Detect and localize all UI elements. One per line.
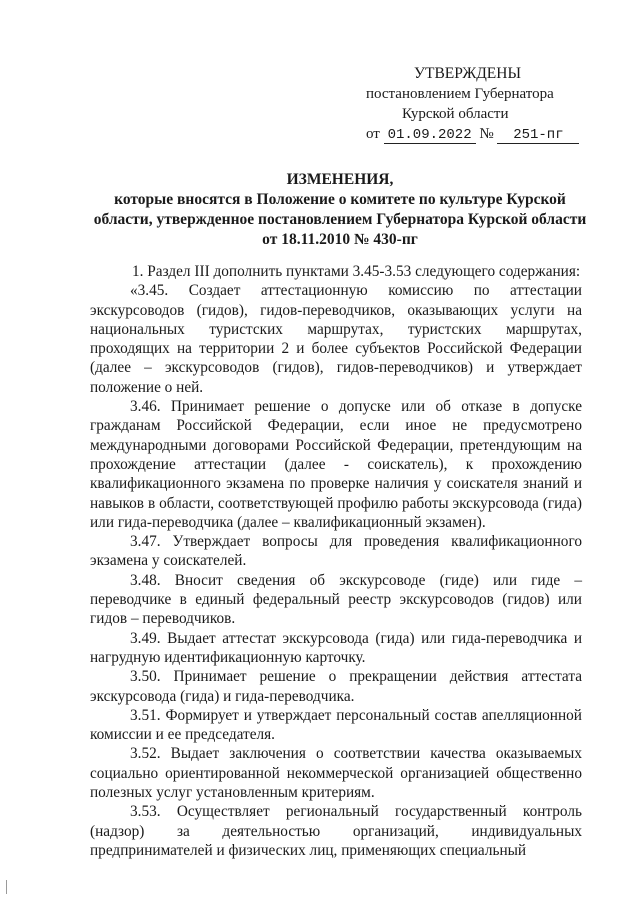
approval-date-line (366, 124, 606, 144)
paragraph-3-47: 3.47. Утверждает вопросы для проведения квалификационного экзамена у соискателей. (90, 533, 582, 570)
scan-margin-mark (6, 880, 7, 894)
paragraph-3-51: 3.51. Формирует и утверждает персональный состав апелляционной комиссии и ее председателя. (90, 706, 582, 744)
paragraph-3-49: 3.49. Выдает аттестат экскурсовода (гида) или гида-переводчика и нагрудную идентификационную карточку. (90, 629, 582, 666)
approval-stamp (366, 64, 606, 144)
paragraph-3-46: 3.46. Принимает решение о допуске или об отказе в допуске гражданам Российской Федерации, если иное не предусмотрено международными договорами Российской Федерации, претендующим на прохождение аттестации (далее - соискатель), к прохождению квалификационного экзамена по проверке наличия у соискателя знаний и навыков в области, соответствующей профилю работы экскурсовода (гида) или гида-переводчика (далее – квалификационный экзамен). (90, 398, 582, 531)
paragraph-3-45: «3.45. Создает аттестационную комиссию по аттестации экскурсоводов (гидов), гидов-переводчиков, оказывающих услуги на национальных туристских маршрутах, туристских маршрутах, проходящих на территории 2 и более субъектов Российской Федерации (далее – экскурсоводов (гидов), гидов-переводчиков) и утверждает положение о ней. (90, 282, 582, 396)
title-subtitle: которые вносятся в Положение о комитете по культуре Курской области, утвержденное постановлением Губернатора Курской области от 18.11.2010 № 430-пг (93, 191, 587, 248)
approval-heading: УТВЕРЖДЕНЫ (414, 65, 521, 82)
number-sign: № (479, 126, 494, 142)
date-prefix: от (366, 126, 380, 142)
approval-region: Курской области (402, 106, 509, 122)
document-body (90, 262, 582, 860)
document-title (90, 170, 590, 250)
paragraph-3-50: 3.50. Принимает решение о прекращении действия аттестата экскурсовода (гида) и гида-переводчика. (90, 668, 582, 705)
decree-number: 251-пг (497, 128, 579, 144)
paragraph-3-48: 3.48. Вносит сведения об экскурсоводе (гиде) или гиде – переводчике в единый федеральный реестр экскурсоводов (гидов) или гидов – переводчиков. (90, 571, 582, 628)
paragraph-3-53: 3.53. Осуществляет региональный государственный контроль (надзор) за деятельностью организаций, индивидуальных предпринимателей и физических лиц, применяющих специальный (90, 803, 582, 859)
approval-authority: постановлением Губернатора (366, 86, 554, 102)
title-heading: ИЗМЕНЕНИЯ, (286, 171, 394, 188)
paragraph-3-52: 3.52. Выдает заключения о соответствии качества оказываемых социально ориентированной некоммерческой организацией общественно полезных услуг установленным критериям. (90, 745, 582, 802)
paragraph-item-1: 1. Раздел III дополнить пунктами 3.45-3.53 следующего содержания: (132, 263, 581, 280)
decree-date: 01.09.2022 (384, 128, 476, 144)
